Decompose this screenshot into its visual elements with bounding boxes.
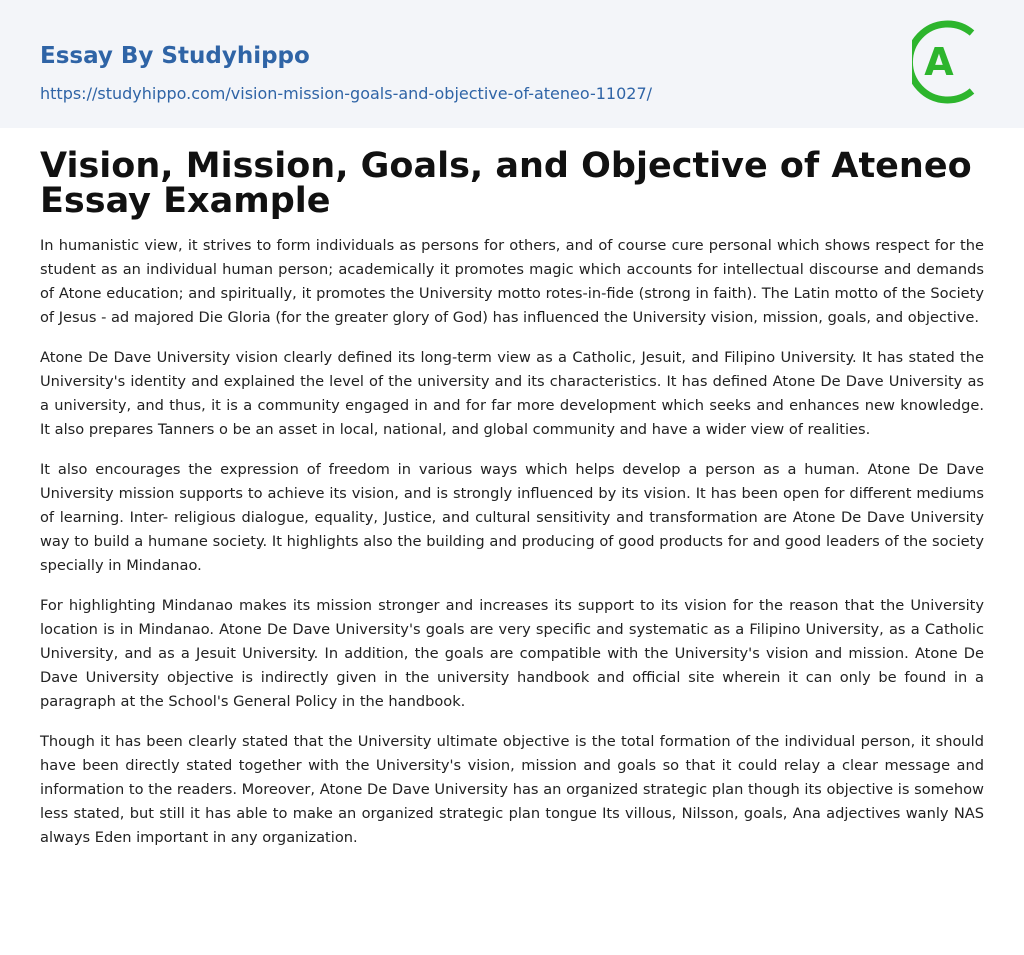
site-header	[0, 0, 1024, 128]
logo-letter: A	[924, 40, 954, 84]
studyhippo-logo-icon[interactable]	[912, 19, 986, 105]
site-brand[interactable]: Essay By Studyhippo	[40, 43, 310, 69]
essay-url-link[interactable]: https://studyhippo.com/vision-mission-goals-and-objective-of-ateneo-11027/	[40, 84, 653, 103]
essay-paragraph: In humanistic view, it strives to form individuals as persons for others, and of course cure personal which shows respect for the student as an individual human person; academically it promotes magic which accounts for intellectual discourse and demands of Atone education; and spiritually, it promotes the University motto rotes-in-fide (strong in faith). The Latin motto of the Society of Jesus - ad majored Die Gloria (for the greater glory of God) has influenced the University vision, mission, goals, and objective.	[40, 237, 984, 326]
essay-body	[40, 234, 984, 866]
essay-paragraph: It also encourages the expression of freedom in various ways which helps develop a person as a human. Atone De Dave University mission supports to achieve its vision, and is strongly influenced by its vision. It has been open for different mediums of learning. Inter- religious dialogue, equality, Justice, and cultural sensitivity and transformation are Atone De Dave University way to build a humane society. It highlights also the building and producing of good products for and good leaders of the society specially in Mindanao.	[40, 461, 984, 574]
essay-paragraph: Though it has been clearly stated that the University ultimate objective is the total formation of the individual person, it should have been directly stated together with the University's vision, mission and goals so that it could relay a clear message and information to the readers. Moreover, Atone De Dave University has an organized strategic plan though its objective is somehow less stated, but still it has able to make an organized strategic plan tongue Its villous, Nilsson, goals, Ana adjectives wanly NAS always Eden important in any organization.	[40, 733, 984, 846]
essay-paragraph: Atone De Dave University vision clearly defined its long-term view as a Catholic, Jesuit, and Filipino University. It has stated the University's identity and explained the level of the university and its characteristics. It has defined Atone De Dave University as a university, and thus, it is a community engaged in and for far more development which seeks and enhances new knowledge. It also prepares Tanners o be an asset in local, national, and global community and have a wider view of realities.	[40, 349, 984, 438]
essay-paragraph: For highlighting Mindanao makes its mission stronger and increases its support to its vision for the reason that the University location is in Mindanao. Atone De Dave University's goals are very specific and systematic as a Filipino University, as a Catholic University, and as a Jesuit University. In addition, the goals are compatible with the University's vision and mission. Atone De Dave University objective is indirectly given in the university handbook and official site wherein it can only be found in a paragraph at the School's General Policy in the handbook.	[40, 597, 984, 710]
page-title: Vision, Mission, Goals, and Objective of Ateneo Essay Example	[40, 146, 972, 221]
